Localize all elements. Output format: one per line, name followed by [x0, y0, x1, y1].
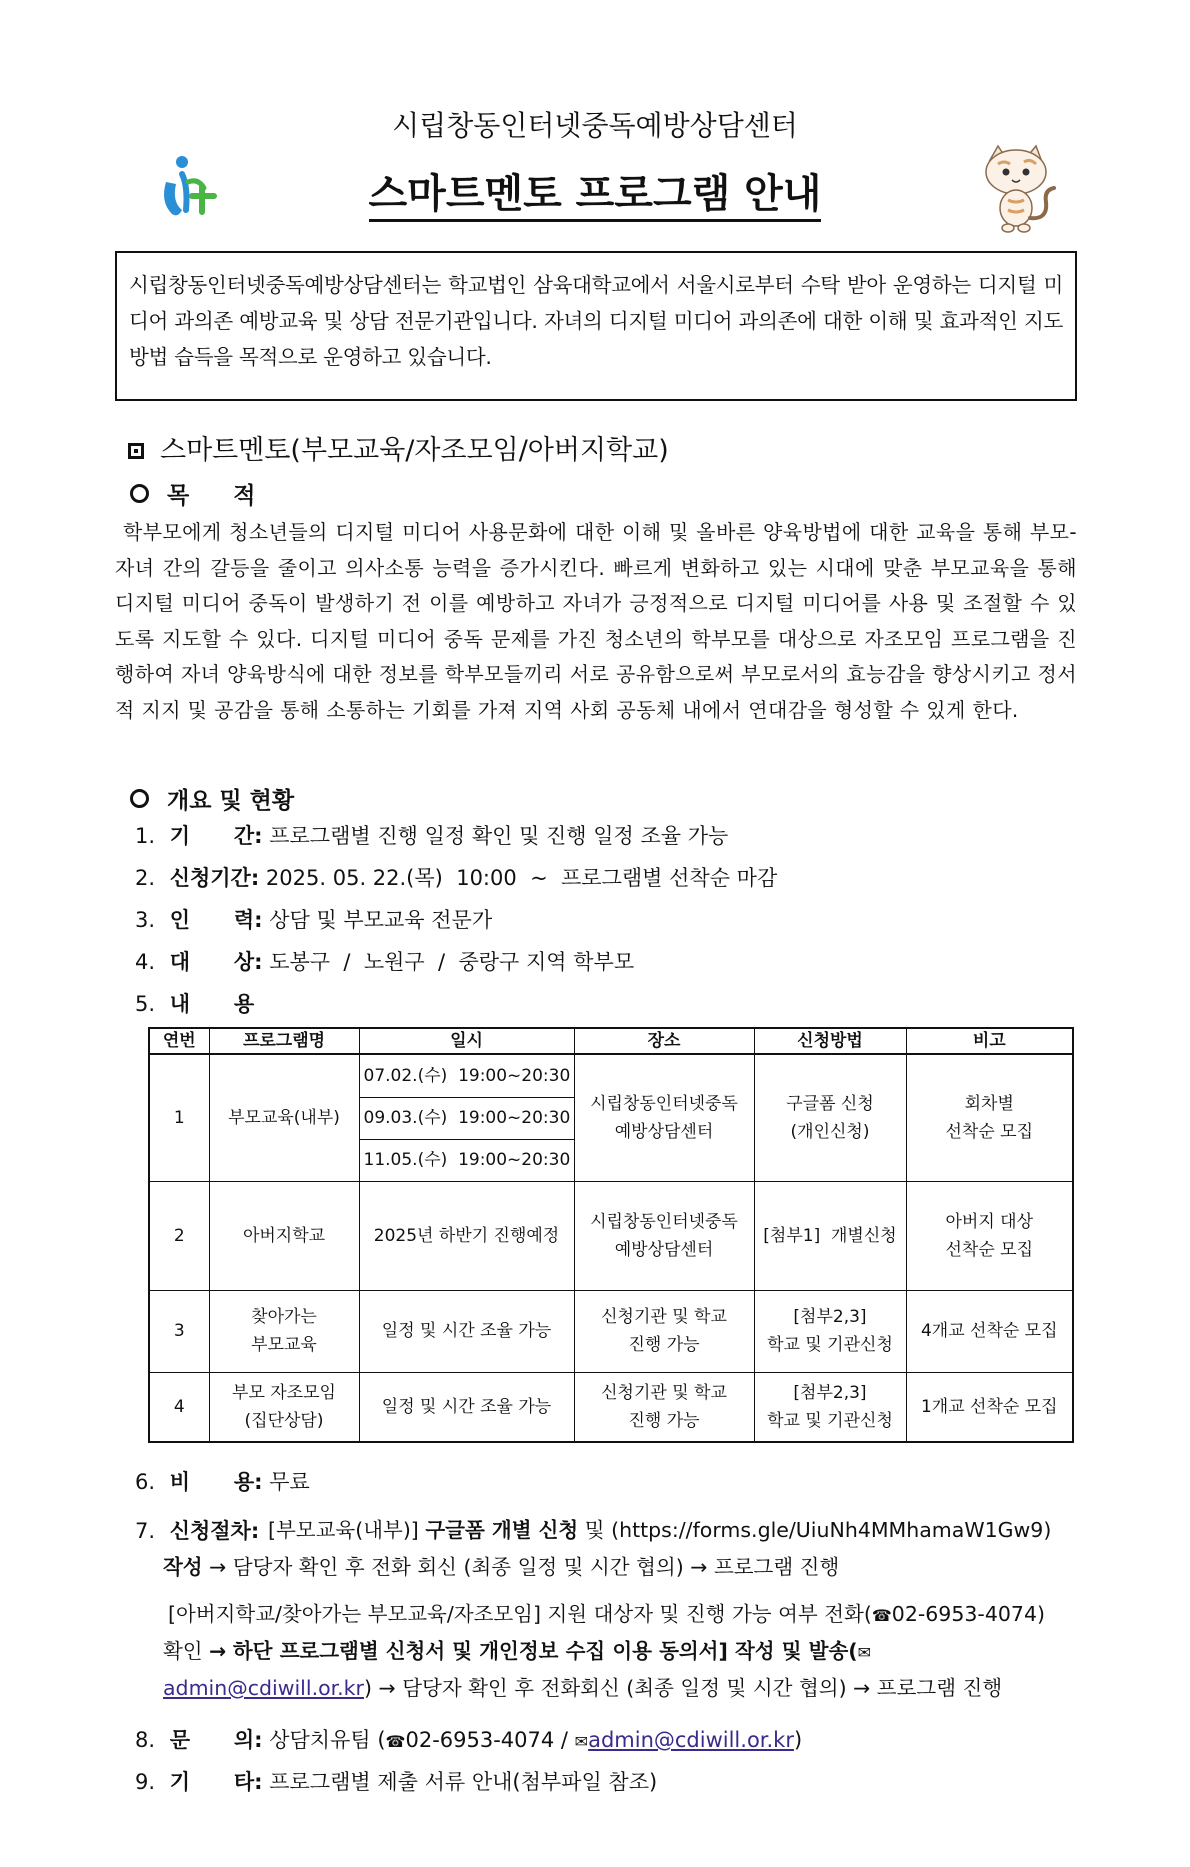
document-title-text: 스마트멘토 프로그램 안내	[369, 171, 822, 222]
item-number: 8.	[135, 1728, 156, 1752]
item-value: 무료	[269, 1470, 310, 1494]
note-line: 선착순 모집	[945, 1121, 1033, 1142]
table-row	[149, 1181, 1073, 1290]
overview-item-cost	[135, 1466, 310, 1496]
procedure-arrow: →	[209, 1639, 227, 1663]
item-value: 도봉구 / 노원구 / 중랑구 지역 학부모	[269, 950, 635, 974]
program-line: 찾아가는	[251, 1307, 317, 1327]
cell-no: 2	[149, 1181, 209, 1290]
table-row	[149, 1372, 1073, 1442]
cell-no: 3	[149, 1290, 209, 1372]
procedure-line-5	[163, 1670, 1081, 1707]
program-line: 부모 자조모임	[232, 1382, 336, 1403]
cell-note	[906, 1181, 1073, 1290]
purpose-paragraph: 학부모에게 청소년들의 디지털 미디어 사용문화에 대한 이해 및 올바른 양육방법에 대한 교육을 통해 부모-자녀 간의 갈등을 줄이고 의사소통 능력을 증가시킨다. 빠르게 변화하고 있는 시대에 맞춘 부모교육을 통해 디지털 미디어 중독이 발생하기 전 이를 예방하고 자녀가 긍정적으로 디지털 미디어를 사용 및 조절할 수 있도록 지도할 수 있다. 디지털 미디어 중독 문제를 가진 청소년의 학부모를 대상으로 자조모임 프로그램을 진행하여 자녀 양육방식에 대한 정보를 학부모들끼리 서로 공유함으로써 부모로서의 효능감을 향상시키고 정서적 지지 및 공감을 통해 소통하는 기회를 가져 지역 사회 공동체 내에서 연대감을 형성할 수 있게 한다.	[115, 520, 1077, 722]
cell-program: 부모교육(내부)	[209, 1054, 359, 1181]
method-line: 학교 및 기관신청	[767, 1410, 893, 1431]
contact-item	[135, 1724, 802, 1754]
section-heading	[128, 428, 669, 467]
note-line: 아버지 대상	[945, 1211, 1033, 1232]
item-number: 3.	[135, 908, 156, 932]
procedure-label	[135, 1515, 259, 1545]
item-label: 비 용:	[169, 1470, 263, 1494]
item-label: 대 상:	[169, 950, 263, 974]
program-table	[148, 1027, 1074, 1443]
center-logo-icon	[152, 152, 222, 222]
table-row	[149, 1290, 1073, 1372]
note-line: 회차별	[964, 1093, 1014, 1114]
phone-icon: ☎	[385, 1732, 406, 1751]
item-label: 문 의:	[169, 1728, 263, 1752]
cell-program: 아버지학교	[209, 1181, 359, 1290]
header-place: 장소	[574, 1028, 754, 1054]
overview-item-apply-period	[135, 862, 777, 892]
contact-separator: /	[554, 1728, 575, 1752]
cell-place	[574, 1290, 754, 1372]
phone-icon: ☎	[871, 1606, 892, 1625]
place-line: 시립창동인터넷중독	[590, 1093, 738, 1114]
cell-method	[754, 1290, 906, 1372]
cell-date: 일정 및 시간 조율 가능	[359, 1372, 574, 1442]
item-label: 인 력:	[169, 908, 263, 932]
header-note: 비고	[906, 1028, 1073, 1054]
cell-place	[574, 1054, 754, 1181]
procedure-text: [아버지학교/찾아가는 부모교육/자조모임] 지원 대상자 및 진행 가능 여부 전화(	[168, 1602, 872, 1626]
item-number: 6.	[135, 1470, 156, 1494]
method-line: 학교 및 기관신청	[767, 1335, 893, 1355]
cell-method: [첨부1] 개별신청	[754, 1181, 906, 1290]
table-row	[149, 1054, 1073, 1097]
overview-item-staff	[135, 904, 492, 934]
place-line: 신청기관 및 학교	[601, 1307, 727, 1327]
item-label: 기 간:	[169, 824, 263, 848]
cell-date: 09.03.(수) 19:00~20:30	[359, 1097, 574, 1139]
cell-note: 4개교 선착순 모집	[906, 1290, 1073, 1372]
cell-date: 일정 및 시간 조율 가능	[359, 1290, 574, 1372]
cell-date: 2025년 하반기 진행예정	[359, 1181, 574, 1290]
item-label: 내 용	[169, 992, 255, 1016]
contact-phone: 02-6953-4074	[405, 1728, 555, 1752]
method-line: 구글폼 신청	[786, 1093, 874, 1114]
overview-item-period	[135, 820, 728, 850]
item-label: 신청절차:	[169, 1519, 260, 1543]
program-line: (집단상담)	[244, 1410, 324, 1431]
circle-bullet-icon	[130, 789, 149, 808]
procedure-text: → 담당자 확인 후 전화 회신 (최종 일정 및 시간 협의) → 프로그램 진행	[209, 1555, 840, 1579]
item-label: 신청기간:	[169, 866, 260, 890]
contact-close: )	[793, 1728, 803, 1752]
place-line: 신청기관 및 학교	[601, 1382, 727, 1403]
item-value: 2025. 05. 22.(목) 10:00 ~ 프로그램별 선착순 마감	[265, 866, 778, 890]
cell-place	[574, 1181, 754, 1290]
etc-item	[135, 1766, 657, 1796]
header-program: 프로그램명	[209, 1028, 359, 1054]
header-datetime: 일시	[359, 1028, 574, 1054]
place-line: 시립창동인터넷중독	[590, 1211, 738, 1232]
mail-icon: ✉	[857, 1643, 872, 1662]
method-line: [첨부2,3]	[793, 1382, 867, 1403]
procedure-bold: 구글폼 개별 신청	[425, 1518, 579, 1542]
square-bullet-icon	[128, 443, 144, 459]
procedure-phone: 02-6953-4074)	[891, 1602, 1046, 1626]
organization-title: 시립창동인터넷중독예방상담센터	[392, 109, 798, 142]
place-line: 예방상담센터	[614, 1239, 714, 1260]
item-number: 1.	[135, 824, 156, 848]
item-value: 프로그램별 제출 서류 안내(첨부파일 참조)	[269, 1770, 658, 1794]
procedure-line-4	[163, 1633, 1078, 1671]
overview-heading-text: 개요 및 현황	[167, 788, 295, 814]
item-number: 4.	[135, 950, 156, 974]
procedure-line-1	[268, 1512, 1078, 1549]
cell-no: 4	[149, 1372, 209, 1442]
cell-no: 1	[149, 1054, 209, 1181]
circle-bullet-icon	[130, 484, 149, 503]
procedure-bold: 하단 프로그램별 신청서 및 개인정보 수집 이용 동의서] 작성 및 발송(	[232, 1639, 858, 1663]
purpose-heading-text: 목 적	[167, 483, 274, 509]
procedure-text: 확인	[163, 1639, 203, 1663]
procedure-line-2	[163, 1549, 1081, 1586]
cell-method	[754, 1372, 906, 1442]
mail-icon: ✉	[574, 1732, 589, 1751]
cell-program	[209, 1372, 359, 1442]
place-line: 예방상담센터	[614, 1121, 714, 1142]
overview-item-content	[135, 988, 254, 1018]
cat-mascot-icon	[968, 140, 1068, 240]
section-title: 스마트멘토(부모교육/자조모임/아버지학교)	[160, 435, 669, 466]
method-line: (개인신청)	[790, 1121, 870, 1142]
program-line: 부모교육	[251, 1335, 317, 1355]
method-line: [첨부2,3]	[793, 1307, 867, 1327]
cell-place	[574, 1372, 754, 1442]
overview-item-target	[135, 946, 634, 976]
header-no: 연번	[149, 1028, 209, 1054]
contact-team: 상담치유팀 (	[269, 1728, 386, 1752]
cell-method	[754, 1054, 906, 1181]
item-number: 5.	[135, 992, 156, 1016]
overview-heading	[130, 782, 294, 815]
header-method: 신청방법	[754, 1028, 906, 1054]
item-value: 프로그램별 진행 일정 확인 및 진행 일정 조율 가능	[269, 824, 729, 848]
table-header-row	[149, 1028, 1073, 1054]
item-label: 기 타:	[169, 1770, 263, 1794]
item-number: 2.	[135, 866, 156, 890]
intro-box: 시립창동인터넷중독예방상담센터는 학교법인 삼육대학교에서 서울시로부터 수탁 받아 운영하는 디지털 미디어 과의존 예방교육 및 상담 전문기관입니다. 자녀의 디지털 미디어 과의존에 대한 이해 및 효과적인 지도방법 습득을 목적으로 운영하고 있습니다.	[115, 251, 1077, 401]
cell-note	[906, 1054, 1073, 1181]
cell-program	[209, 1290, 359, 1372]
cell-date: 11.05.(수) 19:00~20:30	[359, 1139, 574, 1181]
procedure-url: 및 (https://forms.gle/UiuNh4MMhamaW1Gw9)	[584, 1518, 1052, 1542]
procedure-line-3	[168, 1596, 1078, 1634]
procedure-text: ) → 담당자 확인 후 전화회신 (최종 일정 및 시간 협의) → 프로그램 진행	[364, 1676, 1003, 1700]
cell-note: 1개교 선착순 모집	[906, 1372, 1073, 1442]
purpose-heading	[130, 477, 273, 510]
procedure-bold: 작성	[163, 1555, 203, 1579]
note-line: 선착순 모집	[945, 1239, 1033, 1260]
email-link[interactable]: admin@cdiwill.or.kr	[163, 1676, 364, 1700]
item-number: 7.	[135, 1519, 156, 1543]
place-line: 진행 가능	[628, 1335, 700, 1355]
item-value: 상담 및 부모교육 전문가	[269, 908, 493, 932]
item-number: 9.	[135, 1770, 156, 1794]
contact-email-link[interactable]: admin@cdiwill.or.kr	[588, 1728, 794, 1752]
place-line: 진행 가능	[628, 1410, 700, 1431]
cell-date: 07.02.(수) 19:00~20:30	[359, 1054, 574, 1097]
procedure-text: [부모교육(내부)]	[268, 1518, 419, 1542]
